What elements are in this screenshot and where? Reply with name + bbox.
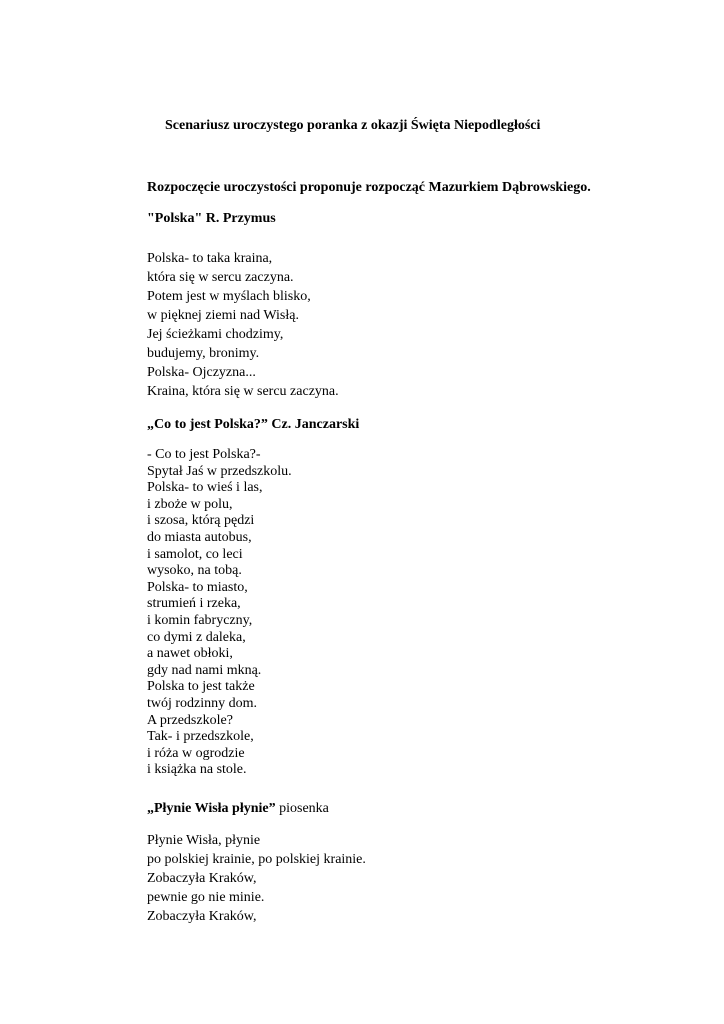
song-plynie-wisla [147,831,366,926]
poem-heading-text: „Co to jest Polska?” Cz. Janczarski [147,417,360,432]
song-line: Zobaczyła Kraków, [147,909,257,924]
poem-line: gdy nad nami mkną. [147,662,262,678]
poem-line: i róża w ogrodzie [147,745,245,761]
poem-line: i książka na stole. [147,762,247,778]
song-line: po polskiej krainie, po polskiej krainie. [147,852,366,867]
poem-heading-co-to-jest-polska [147,417,359,433]
poem-line: i komin fabryczny, [147,612,253,628]
poem-heading-polska [147,211,276,227]
poem-line: i szosa, którą pędzi [147,513,255,529]
poem-line: Polska- Ojczyzna... [147,365,256,380]
poem-line: a nawet obłoki, [147,646,233,662]
poem-line: - Co to jest Polska?- [147,447,261,462]
poem-heading-text: "Polska" R. Przymus [147,211,276,226]
poem-line: Potem jest w myślach blisko, [147,289,311,304]
poem-line: wysoko, na tobą. [147,563,242,579]
poem-line: która się w sercu zaczyna. [147,270,294,285]
song-heading-suffix: piosenka [275,801,329,816]
song-heading-text: „Płynie Wisła płynie” [147,801,276,816]
poem-line: budujemy, bronimy. [147,346,260,361]
poem-line: do miasta autobus, [147,529,252,545]
poem-line: A przedszkole? [147,712,233,728]
intro-text: Rozpoczęcie uroczystości proponuje rozpocząć Mazurkiem Dąbrowskiego. [147,180,591,195]
poem-line: twój rodzinny dom. [147,695,258,711]
poem-line: co dymi z daleka, [147,629,246,645]
poem-line: Spytał Jaś w przedszkolu. [147,463,292,479]
poem-line: Jej ścieżkami chodzimy, [147,327,284,342]
poem-line: Tak- i przedszkole, [147,729,254,745]
song-line: pewnie go nie minie. [147,890,265,905]
poem-line: Polska- to taka kraina, [147,251,273,266]
poem-line: w pięknej ziemi nad Wisłą. [147,308,299,323]
poem-line: strumień i rzeka, [147,596,241,612]
document-title: Scenariusz uroczystego poranka z okazji Święta Niepodległości [165,118,541,133]
poem-co-to-jest-polska [147,447,292,779]
song-line: Zobaczyła Kraków, [147,871,257,886]
poem-line: Polska- to miasto, [147,579,248,595]
poem-line: Kraina, która się w sercu zaczyna. [147,384,339,399]
poem-line: Polska to jest także [147,679,255,695]
poem-line: i zboże w polu, [147,496,233,512]
song-heading-plynie-wisla [147,801,329,817]
poem-line: Polska- to wieś i las, [147,480,263,496]
song-line: Płynie Wisła, płynie [147,833,261,848]
poem-polska [147,249,339,401]
poem-line: i samolot, co leci [147,546,243,562]
